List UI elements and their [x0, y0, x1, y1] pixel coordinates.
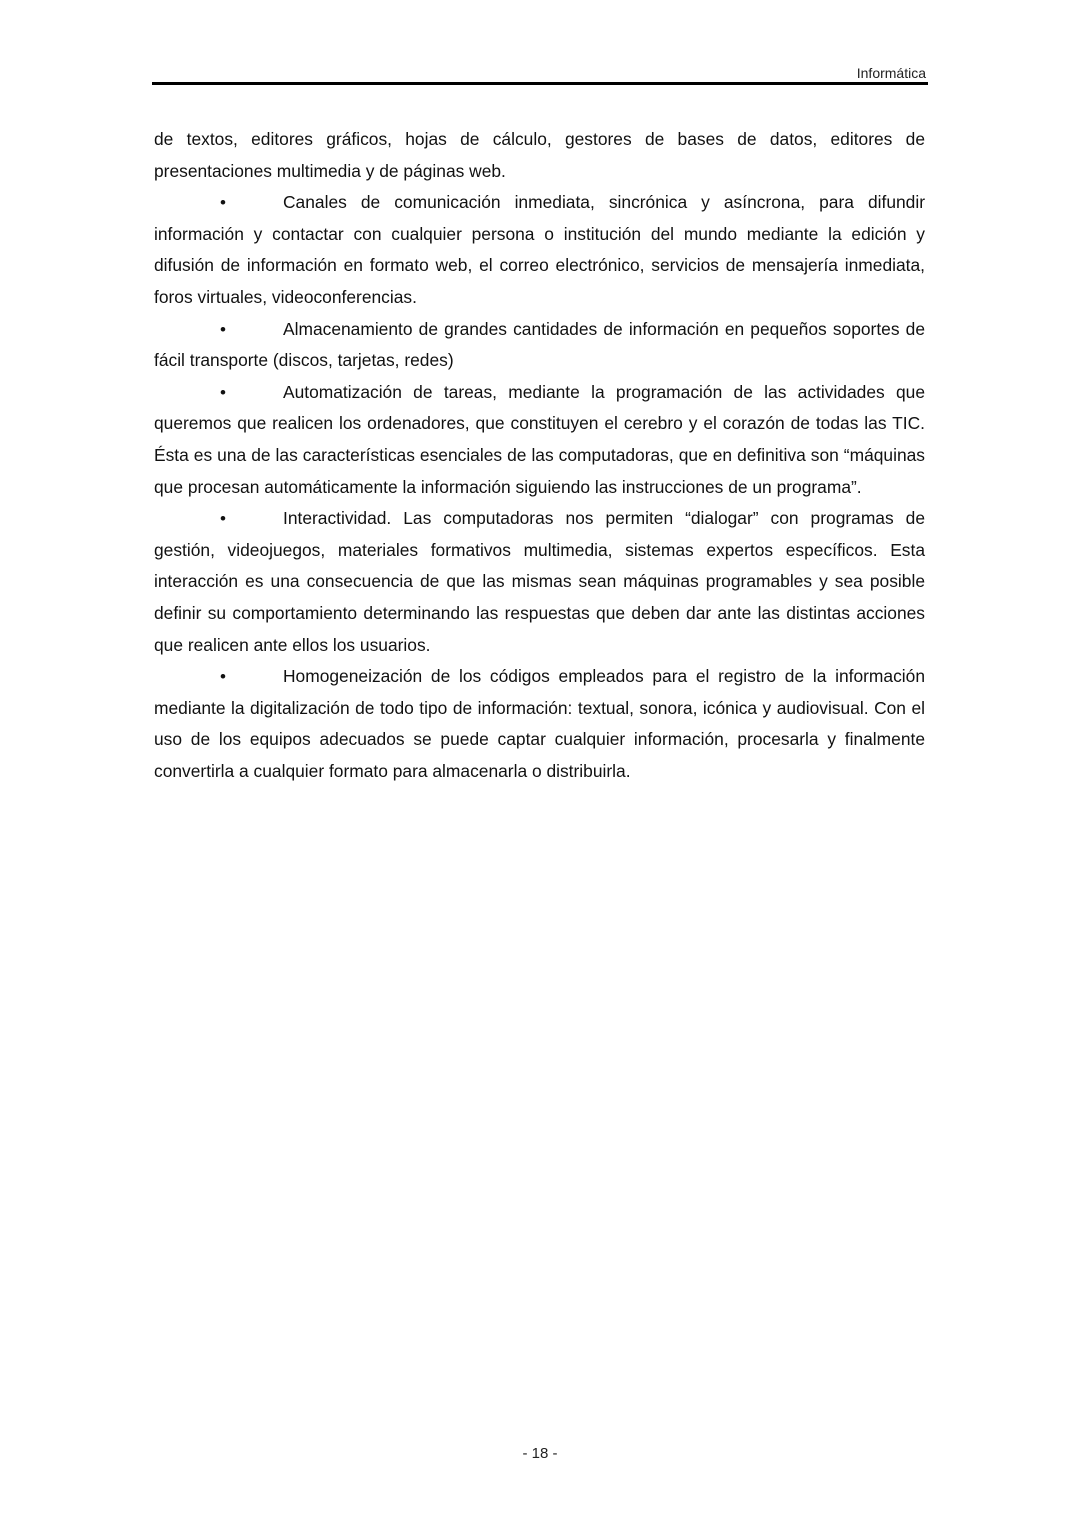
page-number: - 18 - — [522, 1445, 558, 1462]
bullet-icon: • — [220, 667, 226, 687]
bullet-text: Almacenamiento de grandes cantidades de información en pequeños soportes de fácil transporte (discos, tarjetas, redes) — [154, 318, 925, 371]
bullet-text: Automatización de tareas, mediante la programación de las actividades que queremos que realicen los ordenadores, que constituyen el cerebro y el corazón de todas las TIC. Ésta es una de las características esenciales de las computadoras, que en definitiva son “máquinas que procesan automáticamente la información siguiendo las instrucciones de un programa”. — [154, 381, 925, 497]
header-rule — [152, 82, 928, 85]
bullet-item-automation — [154, 377, 925, 503]
bullet-item-communication — [154, 187, 925, 313]
bullet-icon: • — [220, 319, 226, 339]
bullet-text: Canales de comunicación inmediata, sincrónica y asíncrona, para difundir información y contactar con cualquier persona o institución del mundo mediante la edición y difusión de información en formato web, el correo electrónico, servicios de mensajería inmediata, foros virtuales, videoconferencias. — [154, 192, 925, 307]
bullet-item-interactivity — [154, 503, 925, 661]
intro-paragraph: de textos, editores gráficos, hojas de cálculo, gestores de bases de datos, editores de presentaciones multimedia y de páginas web. — [154, 129, 925, 181]
bullet-icon: • — [220, 382, 226, 402]
page-header — [152, 62, 928, 86]
bullet-icon: • — [220, 509, 226, 529]
bullet-item-storage — [154, 314, 925, 377]
bullet-item-homogenization — [154, 661, 925, 787]
bullet-text: Homogeneización de los códigos empleados para el registro de la información mediante la digitalización de todo tipo de información: textual, sonora, icónica y audiovisual. Con el uso de los equipos adecuados se puede captar cualquier información, procesarla y finalmente convertirla a cualquier formato para almacenarla o distribuirla. — [154, 666, 925, 781]
bullet-text: Interactividad. Las computadoras nos permiten “dialogar” con programas de gestión, videojuegos, materiales formativos multimedia, sistemas expertos específicos. Esta interacción es una consecuencia de que las mismas sean máquinas programables y sea posible definir su comportamiento determinando las respuestas que deben dar ante las distintas acciones que realicen ante ellos los usuarios. — [154, 508, 925, 655]
header-title: Informática — [856, 65, 926, 81]
body-text — [154, 124, 925, 787]
bullet-icon: • — [220, 193, 226, 213]
